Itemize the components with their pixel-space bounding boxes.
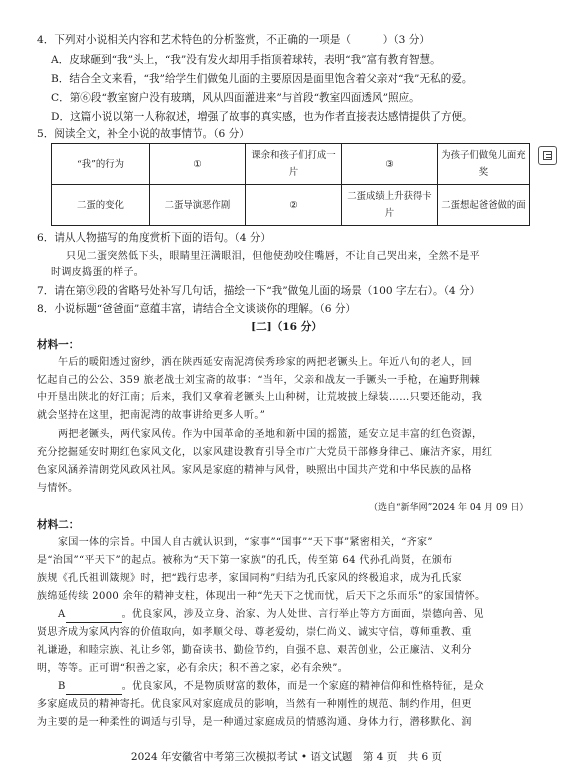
table-cell: 二蛋成绩上升获得卡片 [342, 185, 438, 226]
table-cell-blank-3: ③ [342, 144, 438, 185]
material-1-line: 中开垦出陕北的好江南；后来，我们又拿着老镢头上山种树，让荒坡披上绿装……只要还能动，我 [37, 392, 483, 403]
q6-stem: 6．请从人物描写的角度赏析下面的语句。（4 分） [37, 232, 272, 244]
table-cell: “我”的行为 [52, 144, 150, 185]
q5-stem: 5．阅读全文，补全小说的故事情节。（6 分） [37, 128, 250, 140]
table-cell-blank-2: ② [246, 185, 342, 226]
plot-table [51, 143, 530, 226]
q4-option-a: A．皮球砸到“我”头上，“我”没有发火却用手指顶着球转，表明“我”富有教育智慧。 [51, 54, 441, 66]
q7-stem: 7．请在第⑨段的省略号处补写几句话，描绘一下“我”做兔儿面的场景（100 字左右）。（4 分） [37, 285, 481, 297]
material-1-line: 与情怀。 [37, 483, 79, 494]
section-heading: [二]（16 分） [251, 321, 322, 333]
material-1-line: 午后的暖阳透过窗纱，洒在陕西延安南泥湾侯秀珍家的两把老镢头上。年近八旬的老人，回 [58, 357, 472, 368]
table-cell: 二蛋导演恶作剧 [150, 185, 246, 226]
material-2-line: 为主要的是一种柔性的调适与引导，是一种通过家庭成员的情感沟通、身体力行，潜移默化、润 [37, 717, 472, 728]
material-2-line: 多家庭成员的精神寄托。优良家风对家庭成员的影响，当然有一种刚性的规范、制约作用，但更 [37, 699, 472, 710]
material-1-label: 材料一： [37, 339, 80, 351]
material-2-line: B 。优良家风，不是物质财富的数体，而是一个家庭的精神信仰和性格特征，是众 [58, 680, 484, 695]
material-1-line: 忆起自己的公公、359 旅老战士刘宝斋的故事：“当年，父亲和战友一手镢头一手枪，在遍野荆棘 [37, 375, 481, 386]
material-1-line: 两把老镢头，两代家风传。作为中国革命的圣地和新中国的摇篮，延安立足丰富的红色资源， [58, 429, 483, 440]
blank-b[interactable] [66, 680, 122, 695]
q4-option-d: D．这篇小说以第一人称叙述，增强了故事的真实感，也为作者直接表达感情提供了方便。 [51, 111, 473, 123]
material-2-line: 礼谦逊，和睦宗族、礼让乡邻，勤奋读书、勤俭节约，自强不息、艰苦创业，公正廉洁、义利分 [37, 645, 472, 656]
blank-a-label: A [58, 609, 66, 620]
table-cell-blank-1: ① [150, 144, 246, 185]
material-2-line: A 。优良家风，涉及立身、治家、为人处世、言行举止等方方面面，崇德向善、见 [58, 608, 484, 623]
table-row [52, 185, 530, 226]
q4-option-c: C．第⑥段“教室窗户没有玻璃，风从四面灌进来”与首段“教室四面透风”照应。 [51, 92, 420, 104]
material-2-line: 是“治国”“平天下”的起点。被称为“天下第一家族”的孔氏，传至第 64 代孙孔尚贤，在颁布 [37, 555, 453, 566]
material-2-label: 材料二： [37, 519, 80, 531]
material-1-line: 充分挖掘延安时期红色家风文化，以家风建设教育引导全市广大党员干部修身律己、廉洁齐家，用红 [37, 447, 493, 458]
material-2-line: 家国一体的宗旨。中国人自古就认识到，“家事”“国事”“天下事”紧密相关，“齐家” [58, 537, 433, 548]
material-2-line: 明，等等。正可谓“积善之家，必有余庆；积不善之家，必有余殃”。 [37, 663, 349, 674]
q6-quote-line: 时调皮捣蛋的样子。 [51, 267, 145, 278]
note-icon[interactable] [538, 146, 557, 165]
table-row [52, 144, 530, 185]
q4-option-b: B．结合全文来看，“我”给学生们做兔儿面的主要原因是面里饱含着父亲对“我”无私的爱。 [51, 73, 473, 85]
q4-stem: 4．下列对小说相关内容和艺术特色的分析鉴赏，不正确的一项是（ ）（3 分） [37, 34, 430, 46]
table-cell: 为孩子们做兔儿面充奖 [438, 144, 530, 185]
table-cell: 二蛋想起爸爸做的面 [438, 185, 530, 226]
table-cell: 课余和孩子们打成一片 [246, 144, 342, 185]
q6-quote-line: 只见二蛋突然低下头，眼睛里汪满眼泪，但他使劲咬住嘴唇，不让自己哭出来，全然不是平 [66, 251, 480, 262]
table-cell: 二蛋的变化 [52, 185, 150, 226]
material-2-line: 族绵延传续 2000 余年的精神支柱，体现出一种“先天下之忧而忧，后天下之乐而乐”的家国情怀。 [37, 591, 486, 602]
material-1-source: （选自“新华网”2024 年 04 月 09 日） [369, 503, 529, 513]
q8-stem: 8．小说标题“爸爸面”意蕴丰富，请结合全文谈谈你的理解。（6 分） [37, 303, 357, 315]
material-2-line: 贤思齐成为家风内容的价值取向，如孝顺父母、尊老爱幼，崇仁尚义、诚实守信，尊师重教、重 [37, 627, 472, 638]
material-2-line: 族规《孔氏祖训箴规》时，把“践行忠孝，家国同构”归结为孔氏家风的终极追求，成为孔氏家 [37, 573, 462, 584]
material-1-line: 就会坚持在这里，把南泥湾的故事讲给更多人听。” [37, 410, 266, 421]
page-footer: 2024 年安徽省中考第三次模拟考试 • 语文试题 第 4 页 共 6 页 [130, 751, 443, 763]
material-1-line: 色家风涵养清朗党风政风社风。家风是家庭的精神与风骨，映照出中国共产党和中华民族的品格 [37, 465, 472, 476]
blank-b-label: B [58, 681, 66, 692]
blank-a[interactable] [66, 608, 122, 623]
